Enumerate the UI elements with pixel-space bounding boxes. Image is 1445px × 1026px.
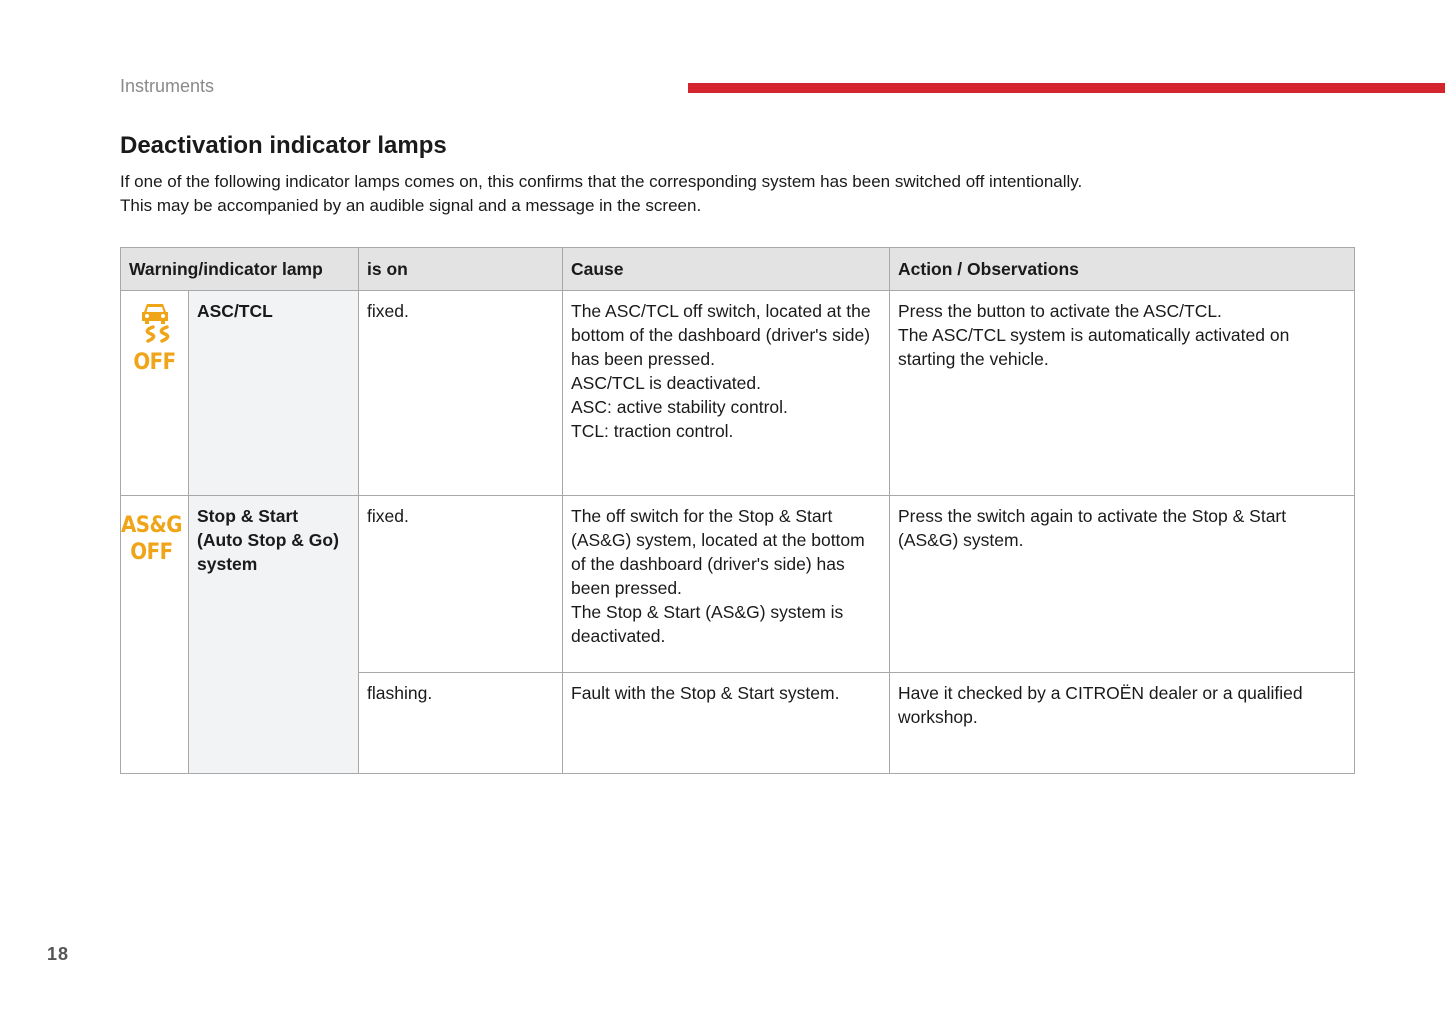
lamp-off-label: OFF xyxy=(133,350,176,375)
lamp-cause: Fault with the Stop & Start system. xyxy=(563,673,890,774)
section-label: Instruments xyxy=(120,76,215,96)
asc-tcl-off-icon xyxy=(133,301,177,376)
lamp-state: flashing. xyxy=(359,673,563,774)
lamp-action: Press the switch again to activate the Stop & Start (AS&G) system. xyxy=(890,496,1355,673)
asg-off-icon xyxy=(121,506,182,566)
lamp-state: fixed. xyxy=(359,291,563,496)
skidding-car-icon xyxy=(133,301,177,343)
cause-line: TCL: traction control. xyxy=(571,421,734,441)
lamp-asg-label: AS&G xyxy=(120,513,183,538)
action-line: The ASC/TCL system is automatically activated on starting the vehicle. xyxy=(898,325,1290,369)
intro-text xyxy=(120,170,1082,218)
lamp-name xyxy=(189,496,359,774)
intro-line: If one of the following indicator lamps comes on, this confirms that the corresponding system has been switched off intentionally. xyxy=(120,172,1083,191)
cause-line: ASC/TCL is deactivated. xyxy=(571,373,761,393)
header-accent-bar xyxy=(688,83,1445,93)
cause-line: The off switch for the Stop & Start (AS&G) system, located at the bottom of the dashboard (driver's side) has been pressed. xyxy=(571,506,865,598)
lamp-name-line: Stop & Start xyxy=(197,506,299,526)
page-number: 18 xyxy=(47,944,70,964)
lamp-name-line: system xyxy=(197,554,258,574)
lamp-name: ASC/TCL xyxy=(189,291,359,496)
column-header-state: is on xyxy=(359,248,563,291)
lamp-cause xyxy=(563,291,890,496)
lamp-state: fixed. xyxy=(359,496,563,673)
lamp-name-line: (Auto Stop & Go) xyxy=(197,530,339,550)
column-header-cause: Cause xyxy=(563,248,890,291)
action-line: Press the button to activate the ASC/TCL. xyxy=(898,301,1222,321)
table-row xyxy=(121,496,1355,673)
lamp-action: Have it checked by a CITROËN dealer or a qualified workshop. xyxy=(890,673,1355,774)
cause-line: ASC: active stability control. xyxy=(571,397,788,417)
lamp-cause xyxy=(563,496,890,673)
column-header-action: Action / Observations xyxy=(890,248,1355,291)
cause-line: The ASC/TCL off switch, located at the bottom of the dashboard (driver's side) has been pressed. xyxy=(571,301,871,369)
intro-line: This may be accompanied by an audible signal and a message in the screen. xyxy=(120,196,702,215)
lamp-action xyxy=(890,291,1355,496)
lamp-off-label: OFF xyxy=(130,540,173,565)
lamp-icon-cell xyxy=(121,291,189,496)
column-header-lamp: Warning/indicator lamp xyxy=(121,248,359,291)
cause-line: The Stop & Start (AS&G) system is deactivated. xyxy=(571,602,844,646)
page-title: Deactivation indicator lamps xyxy=(120,132,447,159)
table-header-row xyxy=(121,248,1355,291)
indicator-lamps-table xyxy=(120,247,1355,774)
table-row xyxy=(121,291,1355,496)
lamp-icon-cell xyxy=(121,496,189,774)
